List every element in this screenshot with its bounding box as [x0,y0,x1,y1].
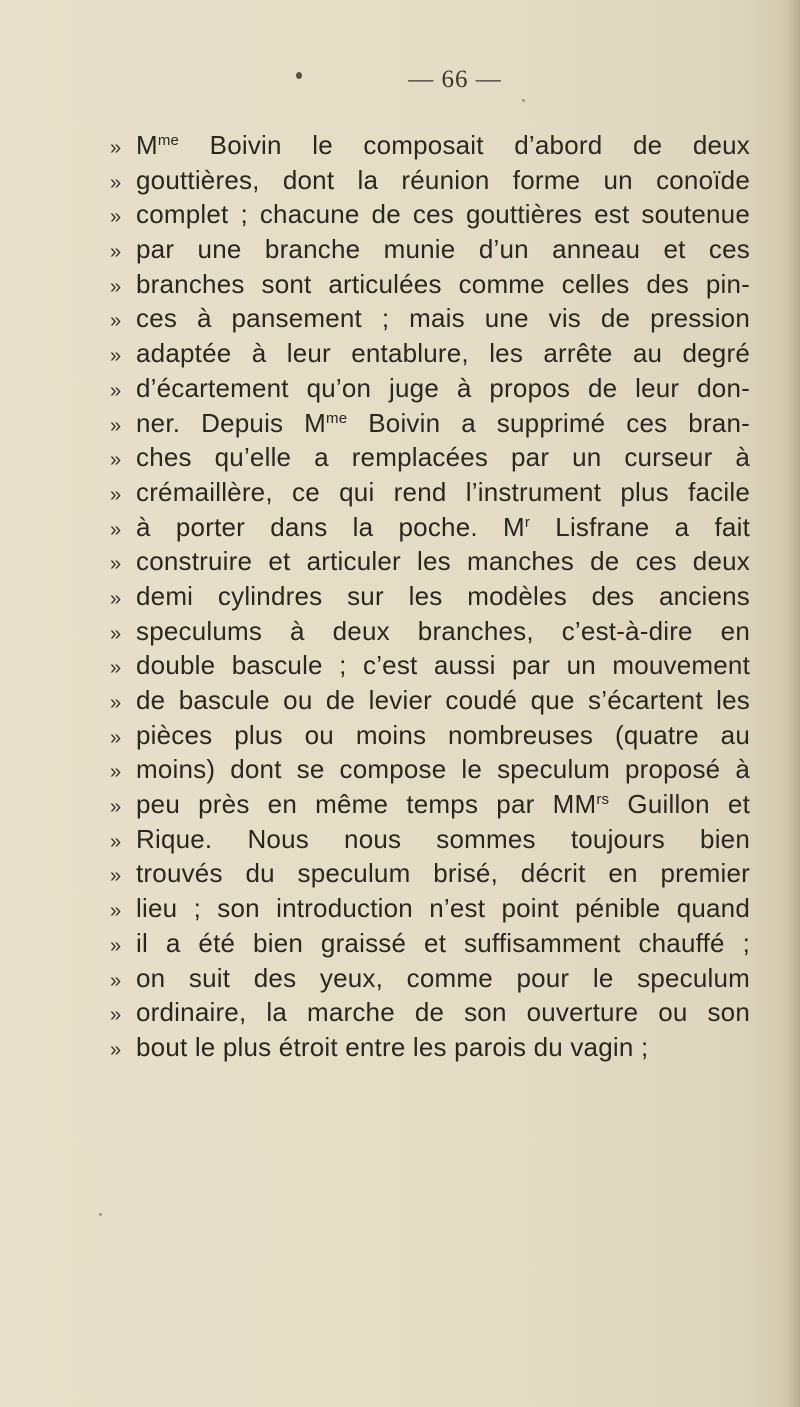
text-line [110,752,750,787]
text-line [110,995,750,1030]
line-text [136,891,750,926]
text-run: M [136,130,158,160]
text-run: moins) dont se compose le speculum proposé à [136,754,750,785]
quote-mark: » [110,345,122,368]
text-run: bout le plus étroit entre les parois du vagin ; [136,1031,649,1062]
line-text [136,197,750,232]
superscript: r [524,513,531,531]
line-text [136,752,750,787]
text-run: Lisfrane a fait [530,511,750,542]
superscript: me [326,409,348,427]
line-text [136,856,750,891]
line-text [136,822,750,857]
text-line [110,163,750,198]
text-run: gouttières, dont la réunion forme un conoïde [136,164,750,195]
text-run: lieu ; son introduction n’est point pénible quand [136,893,750,924]
text-run: à porter dans la poche. M [136,511,525,542]
text-run: speculums à deux branches, c’est-à-dire en [136,615,750,646]
text-run: on suit des yeux, comme pour le speculum [136,962,750,993]
text-run: de bascule ou de levier coudé que s’écartent les [136,685,750,715]
text-run: ches qu’elle a remplacées par un curseur à [136,442,750,473]
text-line [110,961,750,996]
text-run: construire et articuler les manches de ces deux [136,546,750,577]
quote-mark: » [110,241,122,264]
text-line [110,856,750,891]
text-line [110,371,750,406]
text-line [110,891,750,926]
text-line [110,544,750,579]
text-line [110,787,750,822]
line-text [136,128,750,163]
body-text [110,128,750,1065]
quote-mark: » [110,761,122,784]
ink-speck [99,1213,102,1216]
quote-mark: » [110,206,122,229]
text-line [110,822,750,857]
line-text [136,614,750,649]
text-line [110,301,750,336]
text-run: complet ; chacune de ces gouttières est soutenue [136,199,750,230]
line-text [136,579,750,614]
text-line [110,579,750,614]
text-line [110,232,750,267]
line-text [136,406,750,441]
text-run: Guillon et [609,789,750,820]
line-text [136,544,750,579]
text-run: crémaillère, ce qui rend l’instrument plus facile [136,476,750,507]
text-run: ner. Depuis M [136,407,327,438]
line-text [136,232,750,267]
text-run: il a été bien graissé et suffisamment chauffé ; [136,927,750,958]
line-text [136,961,750,996]
text-run: Rique. Nous nous sommes toujours bien [136,823,750,854]
line-text [136,1030,750,1065]
line-text [136,510,750,545]
quote-mark: » [110,622,122,645]
text-line [110,440,750,475]
line-text [136,683,750,718]
quote-mark: » [110,171,122,194]
ink-speck [522,99,525,102]
text-line [110,267,750,302]
text-run: pièces plus ou moins nombreuses (quatre au [136,719,750,750]
page-edge-shadow [786,0,800,1407]
quote-mark: » [110,449,122,472]
line-text [136,440,750,475]
quote-mark: » [110,830,122,853]
superscript: me [157,132,180,149]
text-line [110,406,750,441]
quote-mark: » [110,796,122,819]
line-text [136,787,750,822]
line-text [136,163,750,198]
superscript: rs [596,791,610,809]
text-line [110,614,750,649]
text-run: Boivin le composait d’abord de deux [179,130,750,160]
text-line [110,683,750,718]
text-line [110,336,750,371]
text-line [110,510,750,545]
line-text [136,648,750,683]
quote-mark: » [110,1038,122,1061]
quote-mark: » [110,726,122,749]
text-run: trouvés du speculum brisé, décrit en premier [136,858,750,889]
line-text [136,371,750,406]
quote-mark: » [110,587,122,610]
quote-mark: » [110,137,122,159]
text-run: branches sont articulées comme celles des pin- [136,268,750,299]
quote-mark: » [110,969,122,992]
page-number: — 66 — [408,66,502,93]
quote-mark: » [110,275,122,298]
text-line [110,475,750,510]
text-run: ordinaire, la marche de son ouverture ou son [136,997,750,1028]
line-text [136,718,750,753]
text-line [110,197,750,232]
quote-mark: » [110,657,122,680]
quote-mark: » [110,934,122,957]
line-text [136,995,750,1030]
text-run: par une branche munie d’un anneau et ces [136,234,750,265]
text-run: peu près en même temps par MM [136,789,597,820]
text-run: ces à pansement ; mais une vis de pression [136,303,750,334]
quote-mark: » [110,379,122,402]
line-text [136,301,750,336]
quote-mark: » [110,865,122,888]
line-text [136,926,750,961]
text-line [110,1030,750,1065]
text-run: adaptée à leur entablure, les arrête au degré [136,338,750,369]
quote-mark: » [110,900,122,923]
text-run: double bascule ; c’est aussi par un mouvement [136,650,750,681]
line-text [136,475,750,510]
text-run: Boivin a supprimé ces bran- [347,407,750,438]
quote-mark: » [110,310,122,333]
quote-mark: » [110,553,122,576]
quote-mark: » [110,518,122,541]
text-line [110,718,750,753]
quote-mark: » [110,483,122,506]
text-line [110,128,750,163]
text-line [110,926,750,961]
quote-mark: » [110,692,122,714]
line-text [136,336,750,371]
text-line [110,648,750,683]
line-text [136,267,750,302]
text-run: demi cylindres sur les modèles des anciens [136,580,750,611]
quote-mark: » [110,414,122,437]
text-run: d’écartement qu’on juge à propos de leur don- [136,372,750,403]
quote-mark: » [110,1004,122,1027]
